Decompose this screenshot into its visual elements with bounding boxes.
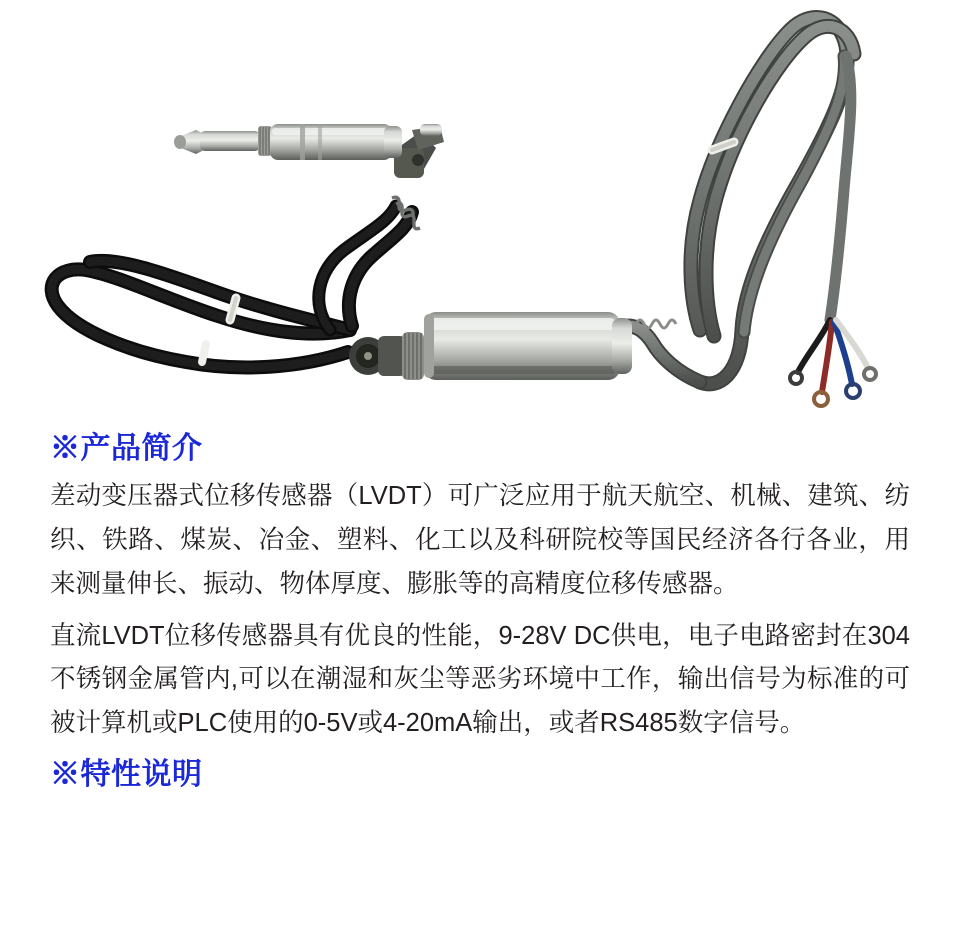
product-photo [0,0,960,420]
stainless-steel-signal-conditioner [424,312,632,380]
cable-tie [202,344,206,362]
grey-output-cable [628,17,854,383]
product-photo-illustration [0,0,960,420]
bnc-style-connector [349,332,424,380]
section-heading-feature-description: ※特性说明 [50,758,203,792]
paragraph-product-intro-2: 直流LVDT位移传感器具有优良的性能，9-28V DC供电，电子电路密封在304不锈钢金属管内,可以在潮湿和灰尘等恶劣环境中工作，输出信号为标准的可被计算机或PLC使用的0-5V或4-20mA输出，或者RS485数字信号。 [50,621,910,738]
paragraph-product-intro-1: 差动变压器式位移传感器（LVDT）可广泛应用于航天航空、机械、建筑、纺织、铁路、煤炭、冶金、塑料、化工以及科研院校等国民经济各行各业，用来测量伸长、振动、物体厚度、膨胀等的高精度位移传感器。 [50,482,910,598]
paragraph-spacer [50,607,910,615]
stainless-steel-probe-body [174,124,402,160]
document-content [0,426,960,797]
section-heading-product-intro: ※产品简介 [50,432,203,465]
